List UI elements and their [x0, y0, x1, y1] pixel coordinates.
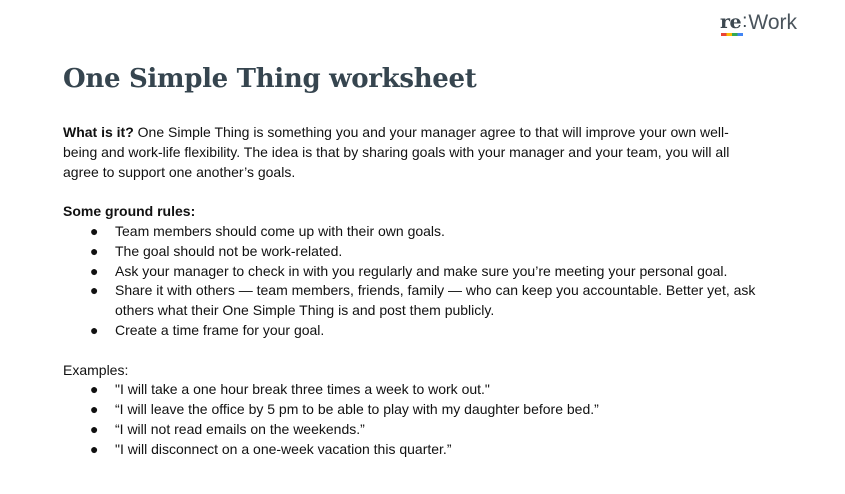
rules-heading-text: Some ground rules: [63, 203, 196, 220]
bullet-icon: ● [90, 262, 99, 279]
list-item [63, 262, 763, 282]
intro-text: One Simple Thing is something you and your manager agree to that will improve your own well-being and work-life flexibility. The idea is that by sharing goals with your manager and your team, you will all agree to support one another’s goals. [63, 124, 730, 180]
intro-paragraph [63, 123, 763, 182]
rule-text: Ask your manager to check in with you regularly and make sure you’re meeting your personal goal. [115, 262, 728, 279]
rework-logo [720, 11, 797, 37]
examples-list [63, 380, 763, 459]
rule-text: Team members should come up with their own goals. [115, 222, 445, 239]
list-item [63, 281, 763, 321]
example-text: "I will disconnect on a one-week vacation this quarter.” [115, 440, 452, 457]
example-text: “I will leave the office by 5 pm to be able to play with my daughter before bed.” [115, 401, 599, 418]
bullet-icon: ● [90, 381, 99, 398]
document-body [63, 123, 763, 460]
list-item [63, 222, 763, 242]
list-item [63, 440, 763, 460]
logo-work: Work [748, 11, 798, 34]
rule-text: The goal should not be work-related. [115, 242, 343, 259]
example-text: “I will not read emails on the weekends.” [115, 420, 365, 437]
examples-heading: Examples: [63, 361, 129, 378]
bullet-icon: ● [90, 401, 99, 418]
bullet-icon: ● [90, 440, 99, 457]
bullet-icon: ● [90, 242, 99, 259]
bullet-icon: ● [90, 222, 99, 239]
rules-list [63, 222, 763, 341]
list-item [63, 380, 763, 400]
page-title: One Simple Thing worksheet [63, 64, 477, 94]
list-item [63, 321, 763, 341]
list-item [63, 242, 763, 262]
rule-text: Share it with others — team members, friends, family — who can keep you accountable. Better yet, ask others what their One Simple Thing is and post them publicly. [115, 282, 756, 319]
logo-re: re [720, 11, 742, 33]
logo-color-bar [721, 33, 743, 36]
logo-colon: : [742, 11, 748, 32]
rule-text: Create a time frame for your goal. [115, 321, 325, 338]
bullet-icon: ● [90, 282, 99, 299]
intro-label: What is it? [63, 124, 134, 140]
rules-heading [63, 202, 763, 222]
bullet-icon: ● [90, 321, 99, 338]
example-text: "I will take a one hour break three times a week to work out." [115, 381, 490, 398]
list-item [63, 400, 763, 420]
list-item [63, 420, 763, 440]
bullet-icon: ● [90, 420, 99, 437]
